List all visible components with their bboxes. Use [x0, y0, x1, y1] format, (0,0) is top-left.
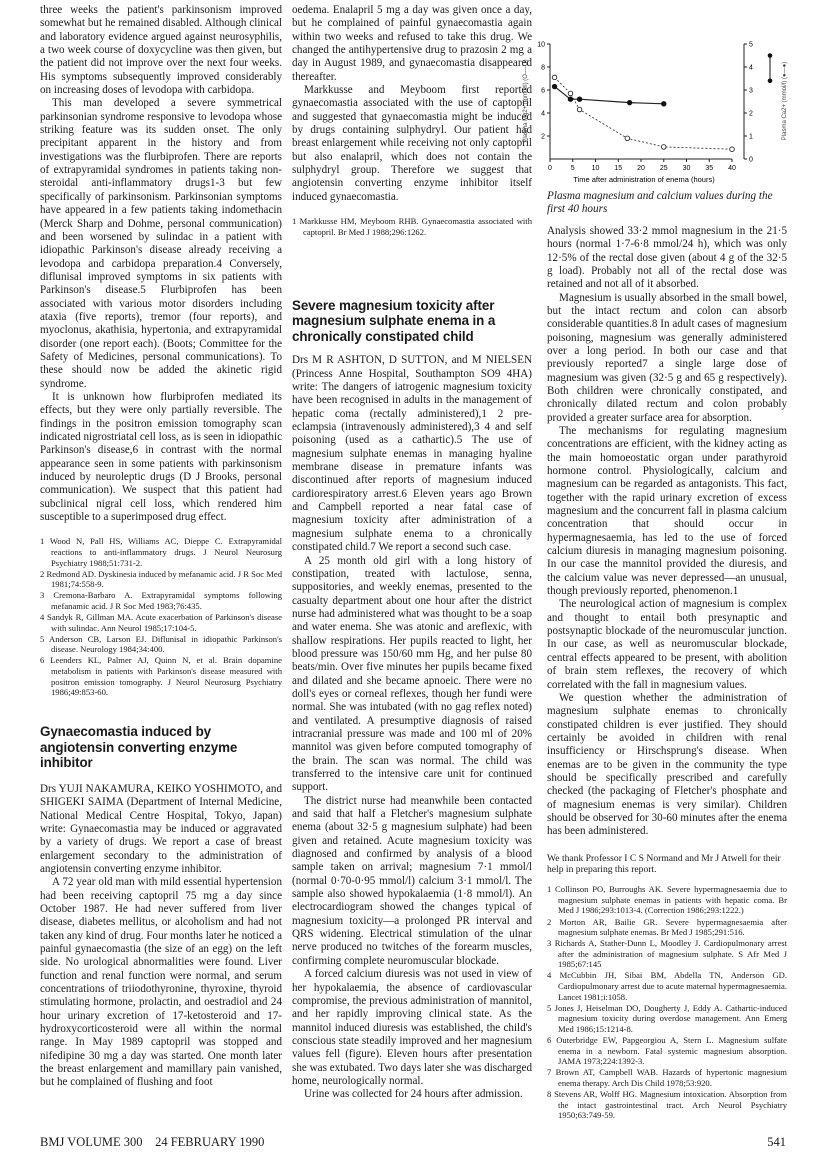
magnesium-point [552, 75, 557, 80]
y-tick-label-right: 3 [749, 87, 753, 95]
paragraph: A 25 month old girl with a long history of constipation, treated with lactulose, senna, suppositories, and weekly enemas, presented to the casualty department about one hour after the district nurse had administered what was thought to be a soap and water enema. She was atonic and areflexic, with shallow respirations. Her pupils reacted to light, her blood pressure was 150/60 mm Hg, and her pulse 80 beats/min. Over five minutes her pupils became fixed and dilated and she became apnoeic. There were no doll's eyes or corneal reflexes, though her fundi were normal. She was intubated (with no gag reflex noted) and ventilated. A presumptive diagnosis of raised intracranial pressure was made and 100 ml of 20% mannitol was given before computed tomography of the brain. The scan was normal. The child was transferred to the intensive care unit for continued support. [292, 554, 532, 794]
reference: 3 Richards A, Stather-Dunn L, Moodley J. Cardiopulmonary arrest after the administration of magnesium sulphate. S Afr Med J 1985;67:145 [547, 938, 787, 970]
calcium-point [577, 97, 582, 102]
column-2 [292, 4, 532, 1102]
y-tick-label-left: 2 [541, 133, 545, 141]
page-number: 541 [767, 1135, 786, 1150]
paragraph: We question whether the administration of magnesium sulphate enemas to chronically constipated children is ever justified. They should certainly be avoided in children with renal insufficiency or Hirschsprung's disease. When enemas are to be given in the community the type should be specifically prescribed and carefully checked (the packaging of Fletcher's phosphate and of magnesium enemas is very similar). Children should be observed for 30-60 minutes after the enema has been administered. [547, 691, 787, 838]
magnesium-point [568, 91, 573, 96]
reference: 8 Stevens AR, Wolff HG. Magnesium intoxication. Absorption from the intact gastrointestinal tract. Arch Neurol Psychiatry 1950;63:749-59. [547, 1089, 787, 1121]
paragraph: Drs YUJI NAKAMURA, KEIKO YOSHIMOTO, and SHIGEKI SAIMA (Department of Internal Medicine, National Medical Centre Hospital, Tokyo, Japan) write: Gynaecomastia may be induced or aggravated by a variety of drugs. We report a case of breast enlargement secondary to the administration of angiotensin converting enzyme inhibitor. [40, 782, 282, 875]
paragraph: Urine was collected for 24 hours after admission. [304, 1088, 523, 1101]
magnesium-article [292, 354, 532, 1101]
reference: 4 McCubbin JH, Sibai BM, Abdella TN, Anderson GD. Cardiopulmonary arrest due to acute maternal hypermagnesaemia. Lancet 1981;i:1058. [547, 970, 787, 1002]
x-tick-label: 15 [614, 165, 623, 172]
paragraph: The neurological action of magnesium is complex and thought to entail both presynaptic and postsynaptic blockade of the neuromuscular junction. In our case, as well as neuromuscular blockade, central effects appeared to be present, with abolition of brain stem reflexes, the recovery of which correlated with the fall in magnesium values. [547, 598, 787, 691]
reference: 7 Brown AT, Campbell WAB. Hazards of hypertonic magnesium enema therapy. Arch Dis Child 1978;53:920. [547, 1067, 787, 1088]
x-axis-label: Time after administration of enema (hours) [573, 175, 715, 184]
column-1 [40, 4, 282, 1090]
col3-references [547, 884, 787, 1121]
magnesium-point [730, 147, 735, 152]
y-tick-label-right: 2 [749, 110, 753, 118]
x-tick-label: 30 [682, 165, 691, 172]
footer [0, 1121, 816, 1162]
col1-references [40, 536, 282, 698]
magnesium-calcium-chart [520, 26, 800, 186]
gynaecomastia-article [40, 783, 282, 1090]
calcium-legend-marker [768, 79, 773, 84]
calcium-point [568, 97, 573, 102]
x-tick-label: 10 [591, 165, 600, 172]
paragraph: three weeks the patient's parkinsonism improved somewhat but he remained disabled. Although clinical and laboratory evidence argued against neurosyphilis, a two week course of doxycycline was then given, but the patient did not improve over the next four weeks. His symptoms subsequently improved considerably on increasing doses of levodopa with carbidopa. [40, 4, 282, 97]
y-tick-label-left: 4 [541, 110, 545, 118]
reference: 5 Anderson CB, Larson EJ. Diflunisal in idiopathic Parkinson's disease. Neurology 1984;34:400. [40, 633, 282, 655]
col1-continuation [40, 4, 282, 524]
y-tick-label-left: 8 [541, 64, 545, 72]
x-tick-label: 5 [570, 165, 575, 172]
magnesium-point [577, 107, 582, 112]
y-tick-label-right: 4 [749, 64, 753, 72]
column-3 [523, 4, 788, 1121]
x-tick-label: 20 [637, 165, 645, 172]
y-axis-label-left: Plasma Mg2+ (mmol/l) (O----O) [523, 59, 529, 143]
reference: 6 Outerbridge EW, Papgeorgiou A, Stern L. Magnesium sulfate enema in a newborn. Fatal systemic magnesium absorption. JAMA 1973;224:1392-3. [547, 1035, 787, 1067]
paragraph: A 72 year old man with mild essential hypertension had been receiving captopril 75 mg a day since October 1987. He had never suffered from liver disease, diabetes mellitus, or alcoholism and had not taken any kind of drug. Four months later he noticed a painful gynaecomastia (the size of an egg) on the left side. No urological abnormalities were found. Liver function and renal function were normal, and serum concentrations of triiodothyronine, thyroxine, thyroid stimulating hormone, prolactin, and oestradiol and 24 hour urinary excretion of 17-ketosteroid and 17-hydroxycorticosteroid were all within the normal range. In May 1989 captopril was stopped and nifedipine 30 mg a day was started. One month later the breast enlargement and mamillary pain vanished, but he complained of flushing and foot [40, 876, 282, 1089]
magnesium-point [661, 145, 666, 150]
article-heading-gynaecomastia: Gynaecomastia induced by angiotensin converting enzyme inhibitor [40, 724, 238, 771]
paragraph: Markkusse and Meyboom first reported gynaecomastia associated with the use of captopril and suggested that gynaecomastia might be induced by drugs containing sulphydryl. Our patient had breast enlargement while receiving not only captopril but also enalapril, which does not contain the sulphydryl group. Therefore we suggest that angiotensin converting enzyme inhibitor itself induced gynaecomastia. [292, 84, 532, 203]
calcium-point [627, 100, 632, 105]
magnesium-line [555, 77, 732, 149]
x-tick-label: 35 [705, 165, 714, 172]
y-tick-label-left: 6 [541, 87, 545, 95]
acknowledgment: We thank Professor I C S Normand and Mr J Atwell for their help in preparing this report. [547, 852, 781, 876]
reference: 2 Redmond AD. Dyskinesia induced by mefanamic acid. J R Soc Med 1981;74:558-9. [40, 568, 282, 590]
article-heading-magnesium: Severe magnesium toxicity after magnesium sulphate enema in a chronically constipated child [292, 297, 496, 344]
col2-continuation [292, 4, 532, 204]
reference: 1 Wood N, Pall HS, Williams AC, Dieppe C. Extrapyramidal reactions to anti-inflammatory drugs. J Neurol Neurosurg Psychiatry 1988;51:731-2. [40, 536, 282, 568]
y-tick-label-right: 0 [749, 156, 753, 164]
calcium-legend-marker [768, 53, 773, 58]
reference: 6 Leenders KL, Palmer AJ, Quinn N, et al. Brain dopamine metabolism in patients with Parkinson's disease measured with positron emission tomography. J Neurol Neurosurg Psychiatry 1986;49:853-60. [40, 655, 282, 698]
reference: 5 Jones J, Heiselman DO, Dougherty J, Eddy A. Cathartic-induced magnesium toxicity during overdose management. Ann Emerg Med 1986;15:1214-8. [547, 1002, 787, 1034]
y-axis-label-right: Plasma Ca2+ (mmol/l) (●—●) [782, 61, 788, 141]
magnesium-point [625, 136, 630, 141]
reference: 3 Cremona-Barbaro A. Extrapyramidal symptoms following mefanamic acid. J R Soc Med 1983;76:435. [40, 590, 282, 611]
calcium-point [661, 102, 666, 107]
reference: 1 Collinson PO, Burroughs AK. Severe hypermagnesaemia due to magnesium sulphate enemas in patients with hepatic coma. Br Med J 1986;293:1013-4. (Correction 1986;293:1222.) [547, 884, 787, 916]
reference: 1 Markkusse HM, Meyboom RHB. Gynaecomastia associated with captopril. Br Med J 1988;296:1262. [292, 216, 532, 237]
footer-journal [40, 1135, 264, 1150]
paragraph: Drs M R ASHTON, D SUTTON, and M NIELSEN (Princess Anne Hospital, Southampton SO9 4HA) write: The dangers of iatrogenic magnesium toxicity have been recognised in adults in the management of hepatic coma (rectally administered),1 2 pre-eclampsia (intravenously administered),3 4 and self poisoning (used as a cathartic).5 The use of magnesium sulphate enemas in managing hyaline membrane disease in premature infants was discontinued after reports of magnesium induced cardiorespiratory arrest.6 Eleven years ago Brown and Campbell reported a near fatal case of magnesium toxicity after administration of a magnesium sulphate enema to a chronically constipated child.7 We report a second such case. [292, 354, 532, 554]
reference: 4 Sandyk R, Gillman MA. Acute exacerbation of Parkinson's disease with sulindac. Ann Neurol 1985;17:104-5. [40, 612, 282, 633]
issue-date: 24 FEBRUARY 1990 [155, 1135, 265, 1150]
y-tick-label-right: 5 [749, 41, 753, 49]
calcium-point [552, 84, 557, 89]
y-tick-label-left: 10 [537, 41, 545, 49]
col2-references [292, 216, 532, 238]
col3-continuation [547, 225, 787, 839]
journal-volume: BMJ VOLUME 300 [40, 1135, 143, 1150]
paragraph: oedema. Enalapril 5 mg a day was given once a day, but he complained of painful gynaecomastia again within two weeks and refused to take this drug. We changed the antihypertensive drug to prazosin 2 mg a day in August 1989, and gynaecomastia disappeared thereafter. [292, 4, 532, 83]
paragraph: The district nurse had meanwhile been contacted and said that half a Fletcher's magnesium sulphate enema (about 32·5 g magnesium sulphate) had been given and retained. Acute magnesium toxicity was diagnosed and confirmed by analysis of a blood sample taken on arrival; magnesium 7·1 mmol/l (normal 0·70-0·95 mmol/l) calcium 3·1 mmol/l. The sample also showed hypokalaemia (1·8 mmol/l). An electrocardiogram showed the changes typical of magnesium toxicity—a prolonged PR interval and QRS widening. Electrical stimulation of the ulnar nerve produced no twitches of the forearm muscles, confirming complete neuromuscular blockade. [292, 794, 532, 967]
x-tick-label: 0 [548, 165, 552, 172]
reference: 2 Morton AR, Bailie GR. Severe hypermagnesaemia after magnesium sulphate enemas. Br Med J 1985;291:516. [547, 916, 787, 938]
paragraph: A forced calcium diuresis was not used in view of her hypokalaemia, the absence of cardiovascular compromise, the previous administration of mannitol, and her rapidly improving clinical state. As the mannitol induced diuresis was established, the child's conscious state steadily improved and her magnesium values fell (figure). Eleven hours after presentation she was extubated. Two days later she was discharged home, neurologically normal. [292, 968, 532, 1087]
paragraph: It is unknown how flurbiprofen mediated its effects, but they were only partially reversible. The findings in the positron emission tomography scan indicated nigrostriatal cell loss, as is seen in idiopathic Parkinson's disease,6 in contrast with the normal appearance seen in some patients with parkinsonism induced by neuroleptic drugs (D J Brooks, personal communication). We suspect that this patient had subclinical nigral cell loss, which rendered him susceptible to a superimposed drug effect. [40, 390, 282, 524]
paragraph: The mechanisms for regulating magnesium concentrations are efficient, with the kidney acting as the main homoeostatic organ under parathyroid hormone control. Physiologically, calcium and magnesium can be regarded as antagonists. This fact, together with the rapid urinary excretion of excess magnesium and the concurrent fall in plasma calcium concentration that should occur in hypermagnesaemia, has led to the use of forced calcium diuresis in managing magnesium poisoning. In our case the mannitol provided the diuresis, and the calcium value was never depressed—an unusual, though previously reported, phenomenon.1 [547, 424, 787, 598]
paragraph: Magnesium is usually absorbed in the small bowel, but the intact rectum and colon can absorb considerable quantities.8 In adult cases of magnesium poisoning, magnesium was generally administered over a long period. In both our case and that previously reported7 a single large dose of magnesium was given (32·5 g and 65 g respectively). Both children were chronically constipated, and chronically dilated rectum and colon probably provided a greater surface area for absorption. [547, 291, 787, 424]
x-tick-label: 40 [728, 165, 736, 172]
paragraph: This man developed a severe symmetrical parkinsonian syndrome responsive to levodopa whose striking feature was its sudden onset. The only precipitant apparent in the history and from investigations was the flurbiprofen. There are reports of extrapyramidal syndromes in patients taking non-steroidal anti-inflammatory drugs1-3 but few specifically of parkinsonism. Parkinsonian symptoms have appeared in a few patients taking indomethacin (Merck Sharp and Dohme, personal communication) and been worsened by sulindac in a patient with idiopathic Parkinson's disease already receiving a levodopa and carbidopa preparation.4 Conversely, diflunisal improved symptoms in six patients with Parkinson's disease.5 Flurbiprofen has been associated with various motor disorders including ataxia (five reports), tremor (four reports), and myoclonus, akathisia, hypertonia, and extrapyramidal disorder (one report each). (Boots; Committee for the Safety of Medicines, personal communications). To these should now be added the akinetic rigid syndrome. [40, 97, 282, 390]
x-tick-label: 25 [659, 165, 668, 172]
y-tick-label-right: 1 [749, 133, 753, 141]
paragraph: Analysis showed 33·2 mmol magnesium in the 21·5 hours (normal 1·7-6·8 mmol/24 h), which was only 12·5% of the rectal dose given (about 4 g of the 32·5 g load). Probably not all of the rectal dose was retained and not all of it absorbed. [547, 224, 787, 291]
figure-caption: Plasma magnesium and calcium values during the first 40 hours [547, 190, 773, 216]
